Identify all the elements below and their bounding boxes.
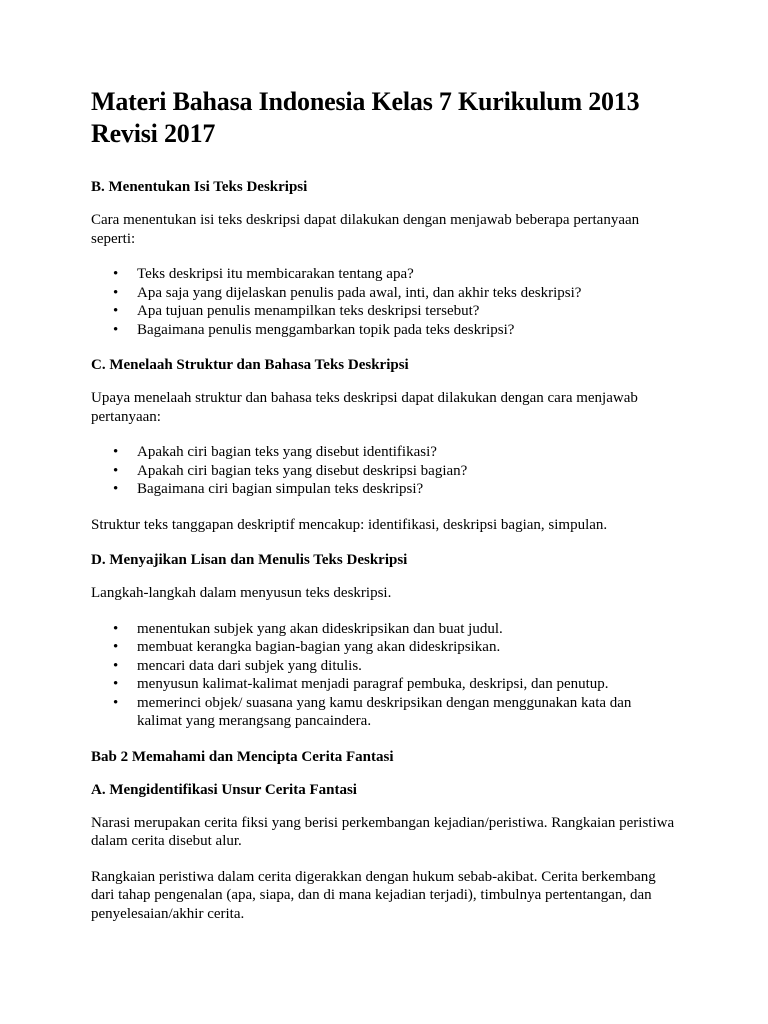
list-item-text: menentukan subjek yang akan dideskripsikan dan buat judul. (137, 620, 503, 637)
bullet-icon: • (113, 481, 119, 497)
list-item (91, 284, 678, 303)
list-item-text: Bagaimana penulis menggambarkan topik pada teks deskripsi? (137, 321, 515, 338)
list-item (91, 480, 678, 499)
list-item (91, 638, 678, 657)
bullet-icon: • (113, 639, 119, 655)
paragraph: Rangkaian peristiwa dalam cerita digerakkan dengan hukum sebab-akibat. Cerita berkembang dari tahap pengenalan (apa, siapa, dan di mana kejadian terjadi), timbulnya pertentangan, dan penyelesaian/akhir cerita. (91, 868, 656, 922)
section-b (91, 178, 678, 339)
bullet-icon: • (113, 303, 119, 319)
list-item-text: Apakah ciri bagian teks yang disebut identifikasi? (137, 444, 437, 460)
section-heading: D. Menyajikan Lisan dan Menulis Teks Deskripsi (91, 552, 408, 568)
list-item-text: membuat kerangka bagian-bagian yang akan dideskripsikan. (137, 639, 501, 655)
section-heading: B. Menentukan Isi Teks Deskripsi (91, 179, 308, 195)
section-intro: Langkah-langkah dalam menyusun teks deskripsi. (91, 585, 392, 601)
list-item-text: Teks deskripsi itu membicarakan tentang apa? (137, 266, 414, 282)
bullet-icon: • (113, 676, 119, 692)
section-heading: C. Menelaah Struktur dan Bahasa Teks Deskripsi (91, 357, 409, 373)
list-item (91, 462, 678, 481)
list-item (91, 265, 678, 284)
bullet-icon: • (113, 462, 119, 479)
section-intro: Cara menentukan isi teks deskripsi dapat dilakukan dengan menjawab beberapa pertanyaan seperti: (91, 212, 640, 247)
bullet-list (91, 443, 678, 499)
page-title: Materi Bahasa Indonesia Kelas 7 Kurikulum 2013 Revisi 2017 (91, 87, 640, 148)
bullet-icon: • (113, 321, 119, 338)
list-item (91, 321, 678, 340)
list-item (91, 694, 678, 731)
bullet-icon: • (113, 266, 119, 282)
bullet-icon: • (113, 284, 119, 301)
bullet-icon: • (113, 657, 119, 674)
section-outro: Struktur teks tanggapan deskriptif mencakup: identifikasi, deskripsi bagian, simpulan. (91, 516, 608, 533)
list-item-text: Apa saja yang dijelaskan penulis pada awal, inti, dan akhir teks deskripsi? (137, 284, 582, 301)
list-item (91, 443, 678, 462)
bullet-list (91, 265, 678, 339)
list-item-text: mencari data dari subjek yang ditulis. (137, 657, 362, 674)
bullet-icon: • (113, 620, 119, 637)
chapter-heading: Bab 2 Memahami dan Mencipta Cerita Fantasi (91, 748, 394, 765)
chapter-2 (91, 748, 678, 924)
list-item (91, 675, 678, 694)
paragraph: Narasi merupakan cerita fiksi yang berisi perkembangan kejadian/peristiwa. Rangkaian peristiwa dalam cerita disebut alur. (91, 814, 675, 849)
bullet-icon: • (113, 694, 119, 711)
list-item (91, 302, 678, 321)
list-item-text: Bagaimana ciri bagian simpulan teks deskripsi? (137, 481, 424, 497)
bullet-icon: • (113, 444, 119, 460)
section-c (91, 356, 678, 534)
section-d (91, 551, 678, 731)
list-item (91, 657, 678, 676)
list-item-text: Apa tujuan penulis menampilkan teks deskripsi tersebut? (137, 303, 480, 319)
bullet-list (91, 620, 678, 731)
list-item-text: memerinci objek/ suasana yang kamu deskripsikan dengan menggunakan kata dan kalimat yang merangsang pancaindera. (137, 694, 632, 729)
section-intro: Upaya menelaah struktur dan bahasa teks deskripsi dapat dilakukan dengan cara menjawab pertanyaan: (91, 390, 638, 425)
subsection-heading: A. Mengidentifikasi Unsur Cerita Fantasi (91, 781, 357, 798)
list-item-text: Apakah ciri bagian teks yang disebut deskripsi bagian? (137, 462, 468, 479)
list-item (91, 620, 678, 639)
list-item-text: menyusun kalimat-kalimat menjadi paragraf pembuka, deskripsi, dan penutup. (137, 676, 609, 692)
